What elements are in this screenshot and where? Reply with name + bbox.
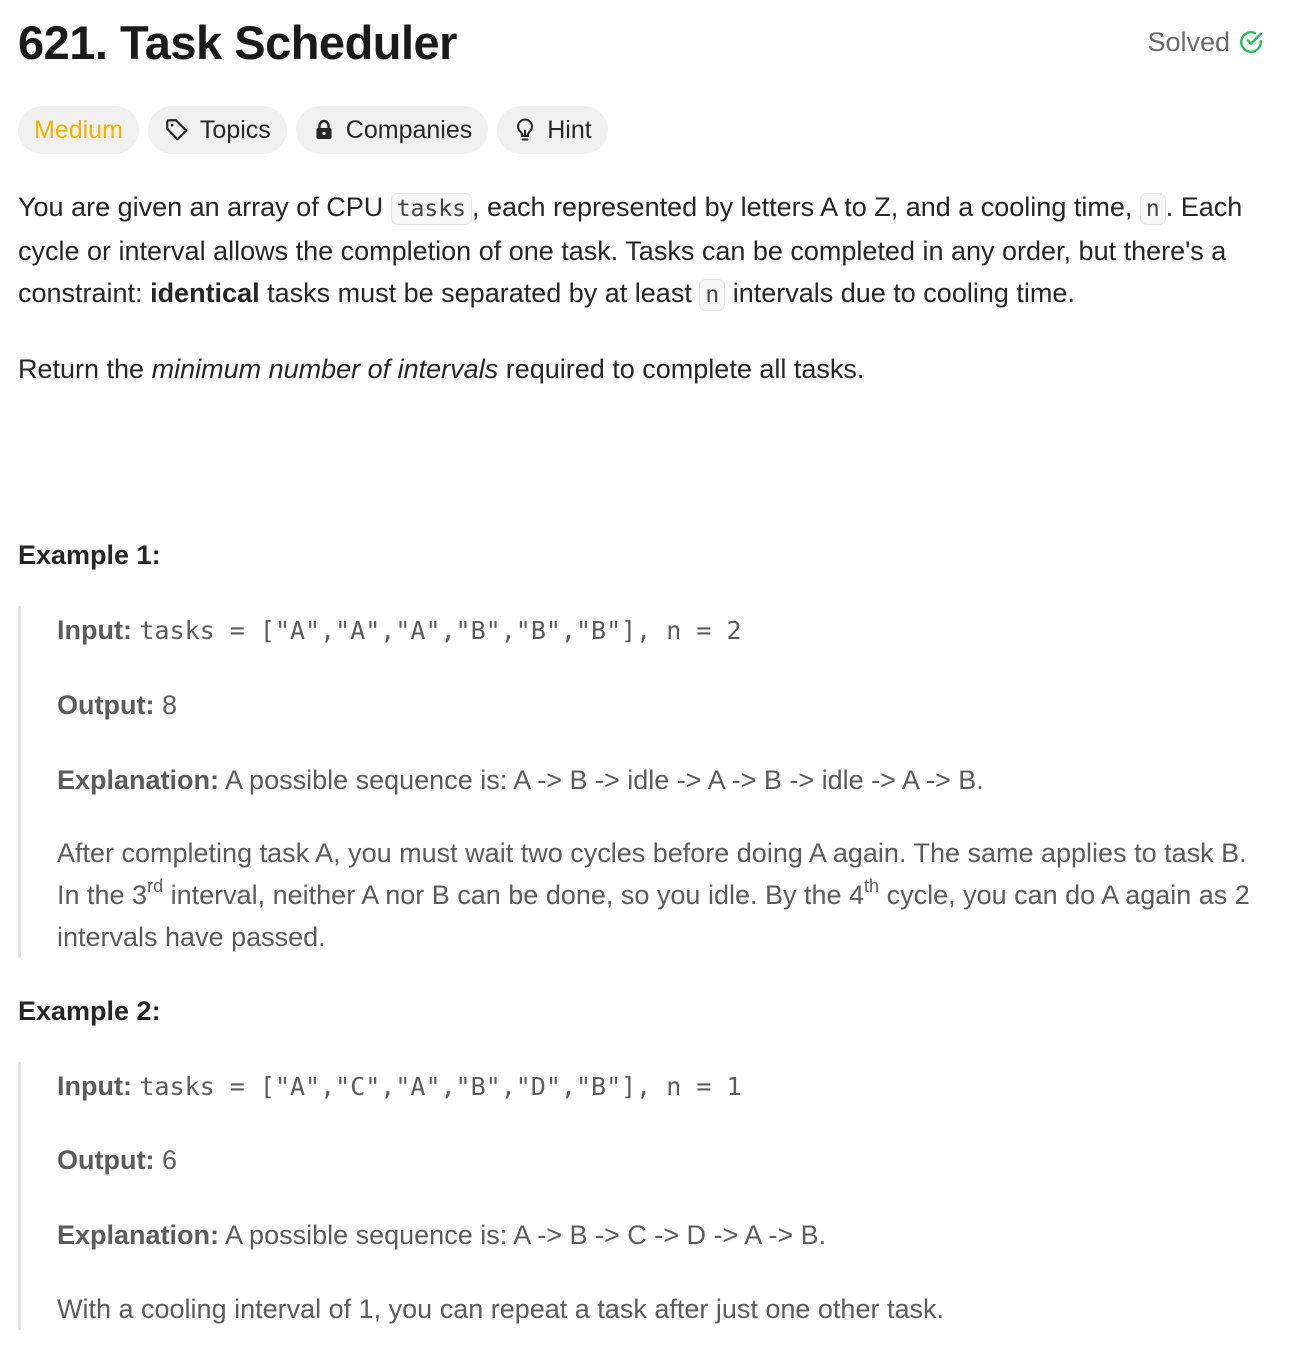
example-2-heading: Example 2: <box>18 996 161 1026</box>
difficulty-badge: Medium <box>18 106 139 154</box>
hint-label: Hint <box>547 115 592 144</box>
inline-code-n: n <box>699 279 725 311</box>
example-2-note: With a cooling interval of 1, you can repeat a task after just one other task. <box>57 1294 944 1324</box>
input-value: tasks = ["A","C","A","B","D","B"], n = 1 <box>139 1072 742 1101</box>
example-2-explanation <box>57 1214 826 1256</box>
example-1-heading: Example 1: <box>18 540 161 570</box>
example-1-input <box>57 609 742 652</box>
inline-code-n: n <box>1140 193 1166 225</box>
desc-text: , each represented by letters A to Z, and a cooling time, <box>471 192 1140 222</box>
input-label: Input: <box>57 1071 132 1101</box>
explanation-value: A possible sequence is: A -> B -> idle -> A -> B -> idle -> A -> B. <box>225 765 984 795</box>
note-text: interval, neither A nor B can be done, so you idle. By the 4 <box>163 880 865 910</box>
desc-text: You are given an array of CPU <box>18 192 391 222</box>
input-label: Input: <box>57 615 132 645</box>
desc-text: tasks must be separated by at least <box>259 278 700 308</box>
explanation-label: Explanation: <box>57 1220 220 1250</box>
companies-button[interactable] <box>296 106 488 154</box>
output-label: Output: <box>57 690 155 720</box>
desc-text: required to complete all tasks. <box>498 354 865 384</box>
note-superscript: rd <box>147 876 164 896</box>
tag-row <box>18 106 608 154</box>
description-paragraph-2 <box>18 348 1268 390</box>
problem-page <box>18 0 1272 1324</box>
hint-button[interactable] <box>497 106 607 154</box>
example-1-block <box>18 606 1272 958</box>
lock-icon <box>312 118 336 142</box>
desc-text: Return the <box>18 354 152 384</box>
note-text: After completing task A, you must wait two cycles before doing A again. The same applies to task B. In the 3 <box>57 838 1247 910</box>
desc-italic: minimum number of intervals <box>151 354 499 384</box>
tag-icon <box>164 117 190 143</box>
topics-label: Topics <box>199 115 271 144</box>
desc-text: intervals due to cooling time. <box>725 278 1075 308</box>
lightbulb-icon <box>513 117 537 143</box>
problem-description <box>18 186 1268 390</box>
desc-bold-identical: identical <box>150 278 260 308</box>
check-circle-icon <box>1238 29 1264 55</box>
companies-label: Companies <box>345 115 473 144</box>
example-1-explanation <box>57 759 984 801</box>
topics-button[interactable] <box>148 106 287 154</box>
explanation-label: Explanation: <box>57 765 220 795</box>
output-value: 8 <box>161 690 177 720</box>
solved-status <box>1147 24 1264 60</box>
note-text: cycle, you can do A again as 2 intervals have passed. <box>57 880 1250 952</box>
desc-text: . Each cycle or interval allows the completion of one task. Tasks can be completed in any order, but there's a constraint: <box>18 192 1243 308</box>
title-row <box>18 0 1272 88</box>
example-1-output <box>57 684 177 726</box>
explanation-value: A possible sequence is: A -> B -> C -> D -> A -> B. <box>225 1220 827 1250</box>
example-1-note <box>57 832 1257 958</box>
solved-label: Solved <box>1147 27 1230 57</box>
inline-code-tasks: tasks <box>391 193 472 225</box>
input-value: tasks = ["A","A","A","B","B","B"], n = 2 <box>139 616 742 645</box>
example-2-block <box>18 1062 1272 1330</box>
output-label: Output: <box>57 1145 155 1175</box>
page-title: 621. Task Scheduler <box>18 16 457 69</box>
example-2-output <box>57 1139 177 1181</box>
output-value: 6 <box>161 1145 177 1175</box>
example-2-input <box>57 1065 742 1108</box>
description-paragraph-1 <box>18 186 1268 316</box>
note-superscript: th <box>864 876 880 896</box>
